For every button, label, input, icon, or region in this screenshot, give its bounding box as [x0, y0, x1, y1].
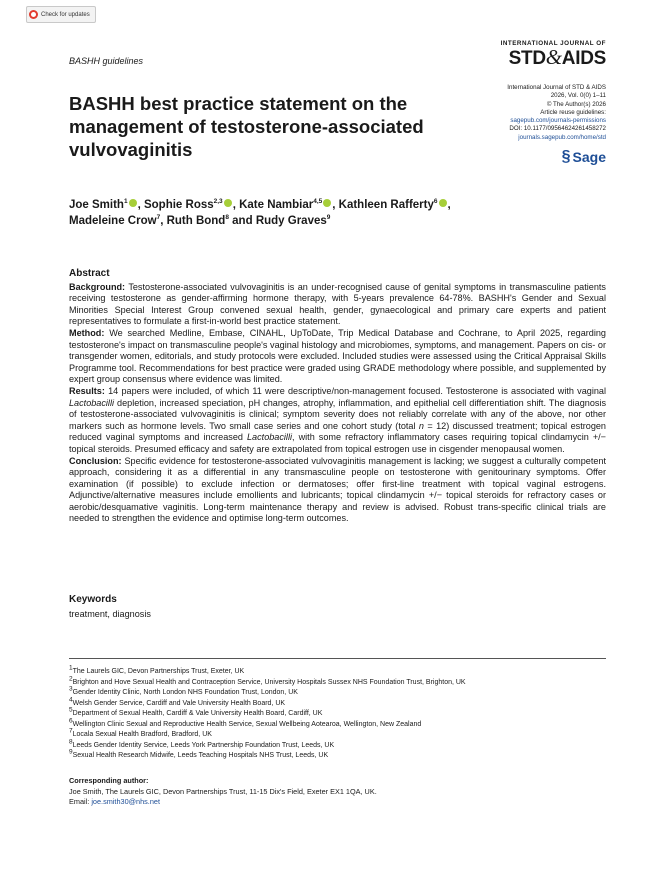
corresponding-author: [69, 776, 377, 808]
author-affiliation-ref: 2,3: [213, 198, 223, 206]
publisher-logo: [562, 148, 606, 166]
author-list: Joe Smith$^1$ , Sophie Ross$^{2,3}$ , Kate Nambiar$^{4,5}$ , Kathleen Rafferty$^6$ , Madeleine Crow$^7$, Ruth Bond$^8$ and Rudy Graves$^9$: [69, 198, 451, 227]
affiliation-item: $^7$Locala Sexual Health Bradford, Bradford, UK: [69, 727, 212, 738]
results-italic-term: Lactobacilli: [247, 432, 292, 443]
journal-logo-amp: &: [545, 45, 562, 69]
author-name: Kathleen Rafferty: [338, 199, 434, 211]
orcid-icon[interactable]: [439, 199, 447, 207]
keywords-text: treatment, diagnosis: [69, 609, 151, 619]
affiliation-item: $^3$Gender Identity Clinic, North London NHS Foundation Trust, London, UK: [69, 685, 298, 696]
abstract-method: [69, 328, 606, 386]
author-name: Kate Nambiar: [239, 199, 314, 211]
affiliation-item: $^1$The Laurels GIC, Devon Partnerships Trust, Exeter, UK: [69, 664, 245, 675]
results-text: depletion, increased speciation, pH changes, atrophy, inflammation, and epithelial cell differentiation shift. The diagnosis of testosterone-associated vulvovaginitis is clinical; symptom severity does not reliably correlate with any of the above, nor other markers such as hormone levels. Two small case series and one cohort study (total: [69, 397, 606, 431]
corresponding-email-row: [69, 797, 377, 808]
results-text: = 12) discussed treatment; topical estrogen reduced vaginal symptoms and increased: [69, 420, 606, 443]
method-text: We searched Medline, Embase, CINAHL, UpToDate, Trip Medical Database and Cochrane, to April 2025, regarding testosterone's impact on transmasculine people's vaginal histology and microbiomes, symptoms, and management. Papers on cis- or transgender women, editorials, and study protocols were excluded. Included studies were assessed using the Critical Appraisal Skills Programme tool. Recommendations for best practice were graded using GRADE methodology where possible, and supplemented by expert group consensus where evidence was limited.: [69, 327, 606, 385]
affiliation-item: $^4$Welsh Gender Service, Cardiff and Vale University Health Board, UK: [69, 696, 286, 707]
results-text: 14 papers were included, of which 11 were descriptive/non-management focused. Testosterone is associated with vaginal: [108, 385, 606, 396]
keywords-heading: Keywords: [69, 594, 117, 605]
affiliation-item: $^9$Sexual Health Research Midwife, Leeds Teaching Hospitals NHS Trust, Leeds, UK: [69, 748, 329, 759]
background-label: Background:: [69, 281, 126, 292]
author-name: Sophie Ross: [143, 199, 214, 211]
author-affiliation-ref: 8: [225, 214, 229, 222]
keywords: [69, 594, 151, 620]
sage-s-icon: §: [561, 148, 571, 165]
check-updates-label: Check for updates: [41, 11, 90, 18]
background-text: Testosterone-associated vulvovaginitis is an under-recognised cause of genital symptoms in transmasculine patients receiving testosterone as gender-affirming hormone therapy, with 5-years prevalence 64-78%. BASHH's Gender and Sexual Minorities Special Interest Group convened sexual health, gender, gynaecological and primary care experts and patient representatives to formulate a first-in-world best practice statement.: [69, 281, 606, 327]
orcid-icon[interactable]: [129, 199, 137, 207]
orcid-icon[interactable]: [224, 199, 232, 207]
corresponding-address: Joe Smith, The Laurels GIC, Devon Partnerships Trust, 11-15 Dix's Field, Exeter EX1 1QA, UK.: [69, 786, 377, 796]
abstract-background: [69, 282, 606, 328]
author-affiliation-ref: 6: [433, 198, 438, 206]
conclusion-label: Conclusion:: [69, 455, 122, 466]
results-label: Results:: [69, 385, 105, 396]
abstract-conclusion: [69, 456, 606, 526]
abstract: [69, 268, 606, 525]
author-affiliation-ref: 7: [156, 214, 161, 222]
author-affiliation-ref: 4,5: [313, 198, 323, 206]
publisher-name: Sage: [572, 149, 606, 165]
author-name: Joe Smith: [69, 199, 124, 211]
meta-permissions-link[interactable]: sagepub.com/journals-permissions: [510, 117, 606, 125]
meta-copyright: © The Author(s) 2026: [546, 100, 606, 108]
journal-logo-part1: STD: [508, 48, 546, 69]
abstract-results: [69, 386, 606, 456]
author-name: Madeleine Crow: [69, 215, 157, 227]
journal-logo: [509, 47, 606, 69]
results-italic-n: n: [418, 420, 424, 431]
orcid-icon[interactable]: [323, 199, 331, 207]
email-label: Email:: [69, 797, 90, 806]
journal-logo-part2: AIDS: [561, 48, 606, 69]
author-affiliation-ref: 9: [326, 214, 331, 222]
section-label: BASHH guidelines: [69, 56, 144, 66]
check-updates-icon: [29, 10, 38, 19]
conclusion-text: Specific evidence for testosterone-associated vulvovaginitis management is lacking; we suggest a culturally competent approach, considering it as a differential in any transmasculine people on testosterone with genitourinary symptoms. Offer examination (if possible) to exclude infection or dermatoses; offer first-line treatment with topical vaginal estrogens. Adjunctive/alternative measures include emollients and lubricants; topical clindamycin +/− topical steroids for refractory cases or aerobic/desquamative vaginitis. Long-term maintenance therapy and review is advised. Robust trans-specific clinical trials are needed to strengthen the evidence and optimise long-term outcomes.: [69, 455, 607, 524]
article-title: BASHH best practice statement on the management of testosterone-associated vulvovaginitis: [69, 93, 424, 160]
footnote-divider: [69, 658, 606, 659]
meta-volume: 2026, Vol. 0(0) 1–11: [550, 92, 606, 100]
author-name: Ruth Bond: [166, 215, 226, 227]
affiliation-item: $^2$Brighton and Hove Sexual Health and Contraception Service, University Hospitals Sussex NHS Foundation Trust, Brighton, UK: [69, 675, 466, 686]
affiliation-item: $^8$Leeds Gender Identity Service, Leeds York Partnership Foundation Trust, Leeds, UK: [69, 738, 335, 749]
corresponding-heading: Corresponding author:: [69, 776, 149, 785]
meta-doi: DOI: 10.1177/09564624261458272: [509, 125, 606, 133]
check-for-updates-badge[interactable]: [26, 6, 96, 23]
journal-name-top: INTERNATIONAL JOURNAL OF: [500, 40, 606, 47]
author-name: Rudy Graves: [255, 215, 327, 227]
affiliation-item: $^6$Wellington Clinic Sexual and Reproductive Health Service, Sexual Wellbeing Aotearoa, Wellington, New Zealand: [69, 717, 422, 728]
results-italic-term: Lactobacilli: [69, 397, 114, 408]
meta-journal: International Journal of STD & AIDS: [507, 84, 606, 91]
results-text: , with some refractory inflammatory cases requiring topical clindamycin +/− topical steroids. Presumed efficacy and safety are extrapolated from topical estrogen use in cisgender menopausal women.: [69, 432, 606, 454]
email-link[interactable]: joe.smith30@nhs.net: [91, 797, 160, 806]
abstract-heading: Abstract: [69, 268, 110, 279]
affiliation-list: [69, 664, 606, 762]
affiliation-item: $^5$Department of Sexual Health, Cardiff & Vale University Health Board, Cardiff, UK: [69, 706, 323, 717]
meta-journal-link[interactable]: journals.sagepub.com/home/std: [518, 133, 606, 141]
article-meta: [507, 84, 606, 142]
author-affiliation-ref: 1: [123, 198, 128, 206]
method-label: Method:: [69, 327, 105, 338]
meta-reuse-label: Article reuse guidelines:: [540, 108, 606, 116]
